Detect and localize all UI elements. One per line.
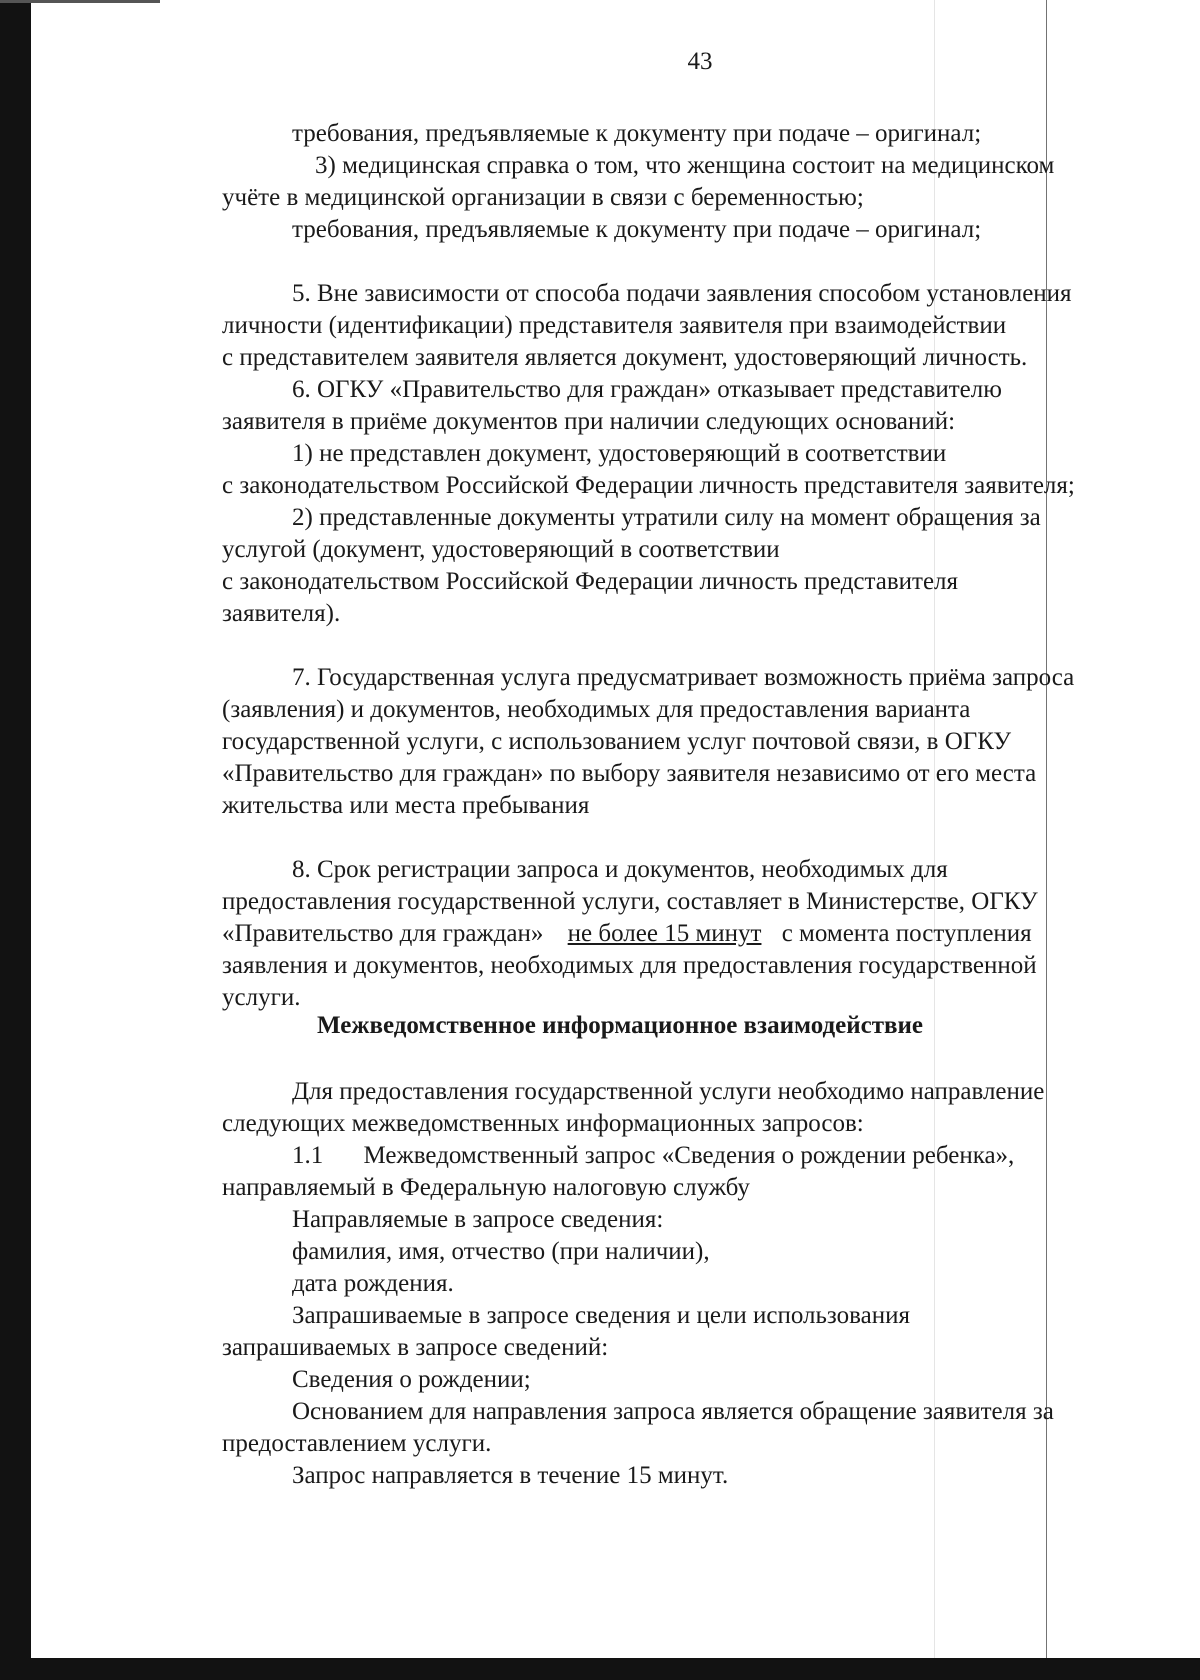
scan-border-left	[0, 0, 31, 1680]
paragraph-5-start: 5. Вне зависимости от способа подачи заявления способом установления	[292, 280, 1072, 307]
text-line: заявления и документов, необходимых для предоставления государственной	[222, 952, 1037, 979]
scan-border-bottom	[0, 1658, 1200, 1680]
text-line: услугой (документ, удостоверяющий в соответствии	[222, 536, 780, 563]
text-fragment: «Правительство для граждан»	[222, 920, 544, 947]
paragraph-6-start: 6. ОГКУ «Правительство для граждан» отказывает представителю	[292, 376, 1002, 403]
paragraph-8-start: 8. Срок регистрации запроса и документов, необходимых для	[292, 856, 948, 883]
page-number: 43	[687, 48, 713, 75]
text-line: Направляемые в запросе сведения:	[292, 1206, 664, 1233]
text-line: требования, предъявляемые к документу при подаче – оригинал;	[292, 216, 982, 243]
text-line: направляемый в Федеральную налоговую службу	[222, 1174, 750, 1201]
list-item-1-1	[292, 1140, 1183, 1172]
text-line: услуги.	[222, 984, 301, 1011]
text-line: Для предоставления государственной услуги необходимо направление	[292, 1078, 1045, 1105]
text-line: предоставления государственной услуги, составляет в Министерстве, ОГКУ	[222, 888, 1038, 915]
text-line: с законодательством Российской Федерации личность представителя заявителя;	[222, 472, 1075, 499]
text-line: Сведения о рождении;	[292, 1366, 531, 1393]
text-line: дата рождения.	[292, 1270, 454, 1297]
text-fragment: Межведомственный запрос «Сведения о рождении ребенка»,	[363, 1142, 1015, 1169]
text-line: (заявления) и документов, необходимых для предоставления варианта	[222, 696, 971, 723]
text-line: следующих межведомственных информационных запросов:	[222, 1110, 864, 1137]
text-line: жительства или места пребывания	[222, 792, 590, 819]
text-line: учёте в медицинской организации в связи с беременностью;	[222, 184, 864, 211]
text-line: предоставлением услуги.	[222, 1430, 492, 1457]
text-line	[222, 918, 1183, 950]
text-line: Запрашиваемые в запросе сведения и цели использования	[292, 1302, 910, 1329]
list-item-1: 1) не представлен документ, удостоверяющий в соответствии	[292, 440, 947, 467]
text-line: с законодательством Российской Федерации личность представителя	[222, 568, 959, 595]
section-heading: Межведомственное информационное взаимодействие	[317, 1012, 923, 1039]
text-line: личности (идентификации) представителя заявителя при взаимодействии	[222, 312, 1007, 339]
list-item-2: 2) представленные документы утратили силу на момент обращения за	[292, 504, 1041, 531]
underlined-deadline: не более 15 минут	[567, 920, 762, 947]
text-line: фамилия, имя, отчество (при наличии),	[292, 1238, 710, 1265]
list-item-3: 3) медицинская справка о том, что женщина состоит на медицинском	[315, 152, 1055, 179]
scan-corner-line	[0, 0, 160, 3]
text-line: требования, предъявляемые к документу при подаче – оригинал;	[292, 120, 982, 147]
text-line: Основанием для направления запроса является обращение заявителя за	[292, 1398, 1054, 1425]
text-line: заявителя в приёме документов при наличии следующих оснований:	[222, 408, 956, 435]
text-line: Запрос направляется в течение 15 минут.	[292, 1462, 729, 1489]
item-number: 1.1	[292, 1142, 324, 1169]
paragraph-7-start: 7. Государственная услуга предусматривает возможность приёма запроса	[292, 664, 1075, 691]
text-line: запрашиваемых в запросе сведений:	[222, 1334, 609, 1361]
text-fragment: с момента поступления	[781, 920, 1032, 947]
text-line: «Правительство для граждан» по выбору заявителя независимо от его места	[222, 760, 1037, 787]
text-line: государственной услуги, с использованием услуг почтовой связи, в ОГКУ	[222, 728, 1012, 755]
text-line: заявителя).	[222, 600, 341, 627]
text-line: с представителем заявителя является документ, удостоверяющий личность.	[222, 344, 1028, 371]
